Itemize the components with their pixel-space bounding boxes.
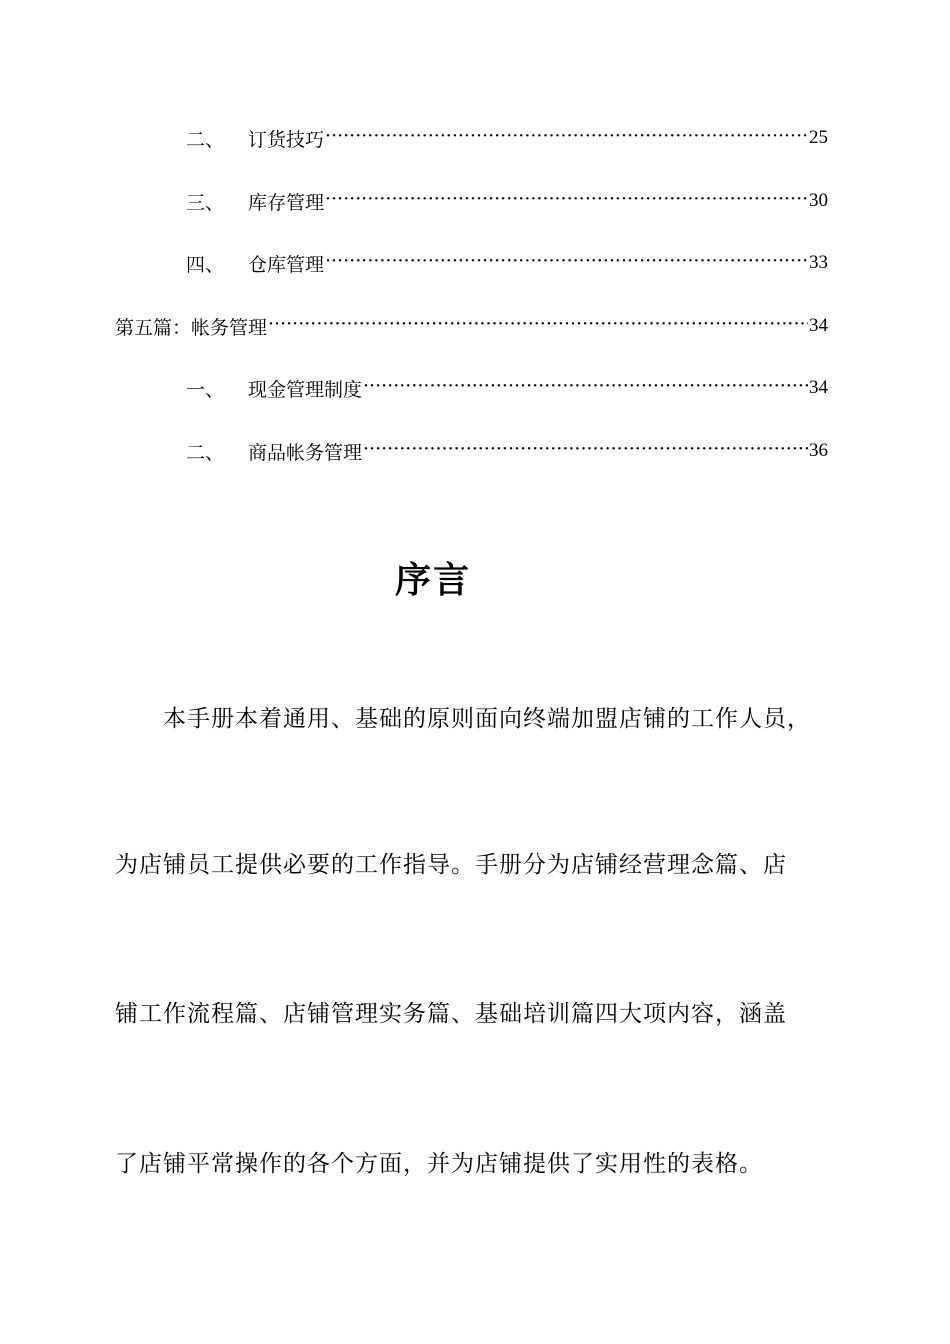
preface-heading: 序言	[394, 560, 471, 601]
toc-entry-number: 二、	[186, 441, 225, 464]
toc-dot-leader	[268, 316, 808, 336]
toc-entry-number: 二、	[186, 128, 225, 151]
toc-entry[interactable]	[186, 249, 828, 277]
toc-dot-leader	[325, 128, 808, 148]
toc-entry-title: 仓库管理	[248, 253, 325, 276]
toc-part-title: 第五篇：帐务管理	[115, 316, 268, 339]
toc-entry[interactable]	[186, 124, 828, 152]
toc-entry-number: 一、	[186, 378, 225, 401]
preface-paragraph-line: 铺工作流程篇、店铺管理实务篇、基础培训篇四大项内容，涵盖	[115, 1001, 787, 1027]
toc-entry-page: 34	[809, 315, 828, 336]
toc-dot-leader	[363, 441, 808, 461]
toc-entry-number: 四、	[186, 253, 225, 276]
toc-entry-page: 30	[809, 190, 828, 211]
preface-paragraph-line: 为店铺员工提供必要的工作指导。手册分为店铺经营理念篇、店	[115, 852, 787, 878]
toc-dot-leader	[325, 191, 808, 211]
toc-entry-page: 36	[809, 440, 828, 461]
toc-entry-title: 商品帐务管理	[248, 441, 363, 464]
toc-entry-page: 34	[809, 377, 828, 398]
toc-entry[interactable]	[186, 187, 828, 215]
toc-entry-page: 33	[809, 252, 828, 273]
preface-paragraph-line: 了店铺平常操作的各个方面，并为店铺提供了实用性的表格。	[115, 1151, 763, 1177]
toc-entry-title: 订货技巧	[248, 128, 325, 151]
toc-dot-leader	[363, 378, 808, 398]
toc-entry-title: 现金管理制度	[248, 378, 363, 401]
toc-entry-page: 25	[809, 127, 828, 148]
toc-entry-title: 库存管理	[248, 191, 325, 214]
toc-entry[interactable]	[186, 374, 828, 402]
toc-entry[interactable]	[186, 437, 828, 465]
toc-part-entry[interactable]	[115, 312, 828, 340]
toc-dot-leader	[325, 253, 808, 273]
toc-entry-number: 三、	[186, 191, 225, 214]
preface-paragraph-line: 本手册本着通用、基础的原则面向终端加盟店铺的工作人员，	[163, 706, 811, 732]
